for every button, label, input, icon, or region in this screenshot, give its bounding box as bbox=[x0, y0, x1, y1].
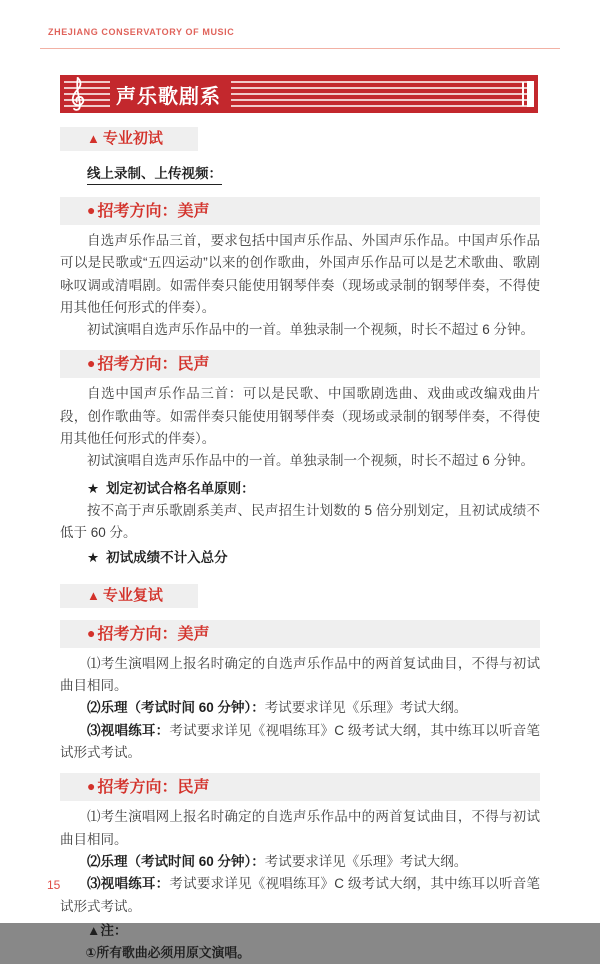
paragraph: 自选声乐作品三首，要求包括中国声乐作品、外国声乐作品。中国声乐作品可以是民歌或“五四运动”以来的创作歌曲，外国声乐作品可以是艺术歌曲、歌剧咏叹调或清唱剧。如需伴奏只能使用钢琴伴奏（现场或录制的钢琴伴奏，不得使用其他任何形式的伴奏）。 bbox=[60, 233, 540, 315]
list-item: ⑶视唱练耳：考试要求详见《视唱练耳》C 级考试大纲，其中练耳以听音笔试形式考试。 bbox=[60, 722, 540, 761]
direction-heading-second-belcanto bbox=[60, 620, 540, 648]
bullet-icon: ● bbox=[87, 355, 96, 372]
triangle-icon: ▲ bbox=[87, 587, 100, 603]
staff-lines-icon bbox=[231, 81, 534, 107]
department-banner bbox=[60, 75, 538, 113]
direction-label: 招考方向：美声 bbox=[97, 203, 210, 220]
section-heading-primary-exam bbox=[60, 127, 198, 151]
list-item: ⑶视唱练耳：考试要求详见《视唱练耳》C 级考试大纲，其中练耳以听音笔试形式考试。 bbox=[60, 876, 540, 914]
treble-clef-staff-icon bbox=[64, 77, 110, 111]
triangle-icon: ▲ bbox=[87, 131, 100, 146]
list-item: ⑵乐理（考试时间 60 分钟）：考试要求详见《乐理》考试大纲。 bbox=[87, 700, 468, 716]
score-note: ★ 初试成绩不计入总分 bbox=[87, 549, 228, 565]
primary-folk-body bbox=[60, 383, 540, 472]
direction-heading-primary-folk bbox=[60, 350, 540, 378]
footnote-heading: ▲注： bbox=[87, 922, 128, 938]
primary-subheading: 线上录制、上传视频： bbox=[87, 162, 540, 185]
staff-end-barline-thick bbox=[527, 81, 534, 107]
department-title: 声乐歌剧系 bbox=[116, 85, 221, 108]
direction-label: 招考方向：民声 bbox=[97, 779, 210, 797]
header-divider bbox=[40, 48, 560, 49]
list-item: ⑵乐理（考试时间 60 分钟）：考试要求详见《乐理》考试大纲。 bbox=[87, 853, 468, 869]
bullet-icon: ● bbox=[87, 624, 96, 641]
shortlist-rule-text: 按不高于声乐歌剧系美声、民声招生计划数的 5 倍分别划定，且初试成绩不低于 60 分。 bbox=[60, 502, 540, 541]
direction-heading-primary-belcanto bbox=[60, 197, 540, 225]
paragraph: 初试演唱自选声乐作品中的一首。单独录制一个视频，时长不超过 6 分钟。 bbox=[87, 322, 535, 338]
star-icon: ★ bbox=[87, 549, 100, 565]
list-item: ⑴考生演唱网上报名时确定的自选声乐作品中的两首复试曲目，不得与初试曲目相同。 bbox=[60, 809, 540, 847]
section-heading-second-exam bbox=[60, 584, 198, 608]
paragraph: 初试演唱自选声乐作品中的一首。单独录制一个视频，时长不超过 6 分钟。 bbox=[87, 453, 535, 469]
direction-label: 招考方向：美声 bbox=[97, 625, 210, 643]
second-belcanto-items bbox=[60, 653, 540, 764]
paragraph: 自选中国声乐作品三首：可以是民歌、中国歌剧选曲、戏曲或改编戏曲片段，创作歌曲等。如需伴奏只能使用钢琴伴奏（现场或录制的钢琴伴奏，不得使用其他任何形式的伴奏）。 bbox=[60, 386, 540, 447]
triangle-icon: ▲ bbox=[87, 922, 101, 938]
direction-label: 招考方向：民声 bbox=[97, 356, 210, 374]
star-icon: ★ bbox=[87, 480, 100, 496]
page-number: 15 bbox=[47, 878, 61, 892]
staff-end-barline-thin bbox=[522, 82, 524, 106]
direction-heading-second-folk bbox=[60, 773, 540, 801]
second-folk-items bbox=[60, 806, 540, 917]
list-item: ⑴考生演唱网上报名时确定的自选声乐作品中的两首复试曲目，不得与初试曲目相同。 bbox=[60, 655, 540, 694]
institution-name: ZHEJIANG CONSERVATORY OF MUSIC bbox=[48, 27, 235, 37]
bullet-icon: ● bbox=[87, 778, 96, 795]
shortlist-rule-title: ★ 划定初试合格名单原则： bbox=[87, 480, 255, 496]
section-title: 专业初试 bbox=[102, 130, 163, 147]
content-column bbox=[60, 113, 540, 964]
bullet-icon: ● bbox=[87, 202, 96, 218]
primary-belcanto-body bbox=[60, 230, 540, 341]
footnote-item: ①所有歌曲必须用原文演唱。 bbox=[85, 945, 250, 961]
section-title: 专业复试 bbox=[102, 586, 163, 604]
